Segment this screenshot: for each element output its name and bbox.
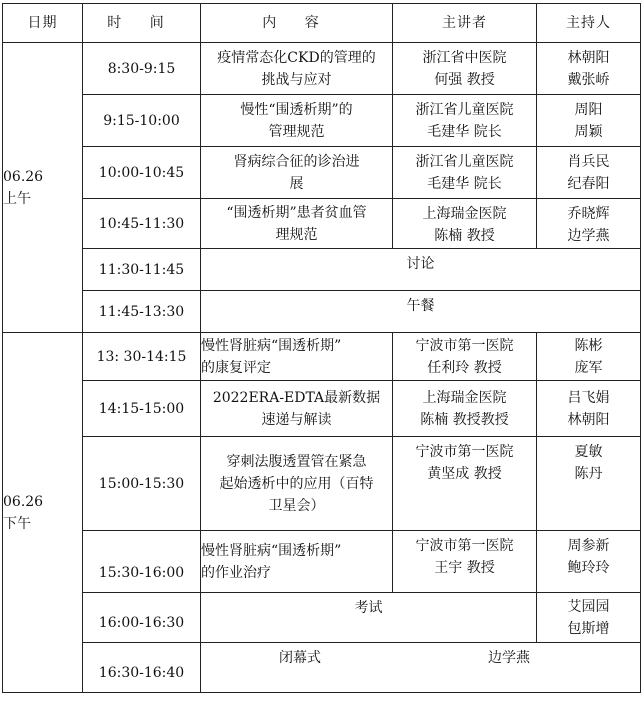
closing-row (201, 647, 640, 669)
header-row (3, 4, 641, 43)
header-speaker: 主讲者 (393, 4, 537, 43)
table-row (3, 643, 641, 693)
host-name: 吕飞娟 (567, 389, 610, 406)
speaker-org: 浙江省儿童医院 (415, 102, 514, 118)
topic-line: 卫星会） (268, 497, 325, 514)
date-period: 上午 (3, 190, 31, 207)
host-cell (537, 43, 641, 95)
date-cell-morning (3, 43, 83, 333)
topic-line: 的康复评定 (201, 359, 271, 376)
topic-line: 慢性“围透析期”的 (240, 101, 353, 118)
host-name: 庞军 (574, 359, 603, 376)
header-date: 日期 (3, 4, 83, 43)
speaker-org: 浙江省儿童医院 (415, 154, 514, 170)
host-cell (537, 381, 641, 437)
topic-line: 理规范 (275, 226, 318, 243)
topic-line: 速递与解读 (261, 411, 332, 428)
time-cell: 10:00-10:45 (83, 147, 201, 199)
topic-cell (201, 199, 393, 249)
table-row (3, 147, 641, 199)
table-row (3, 199, 641, 249)
table-row (3, 249, 641, 291)
speaker-name: 毛建华 院长 (427, 176, 502, 192)
table-row (3, 531, 641, 593)
header-content: 内 容 (201, 4, 393, 43)
time-cell: 11:30-11:45 (83, 249, 201, 291)
time-cell: 9:15-10:00 (83, 95, 201, 147)
closing-cell (201, 643, 641, 693)
time-cell: 15:00-15:30 (83, 437, 201, 531)
topic-cell (201, 381, 393, 437)
topic-line: 穿刺法腹透置管在紧急 (226, 453, 367, 470)
host-cell (537, 147, 641, 199)
date-period: 下午 (3, 515, 31, 532)
date-line: 06.26 (3, 493, 44, 510)
topic-cell (201, 531, 393, 593)
speaker-cell (393, 95, 537, 147)
table-row (3, 291, 641, 333)
topic-cell (201, 43, 393, 95)
topic-cell (201, 333, 393, 381)
topic-line: 慢性肾脏病“围透析期” (201, 337, 342, 354)
time-cell: 15:30-16:00 (83, 531, 201, 593)
closing-label: 闭幕式 (279, 650, 321, 666)
host-cell (537, 95, 641, 147)
speaker-name: 陈楠 教授教授 (420, 411, 509, 428)
topic-cell (201, 437, 393, 531)
speaker-org: 宁波市第一医院 (415, 337, 514, 354)
speaker-org: 浙江省中医院 (422, 50, 507, 66)
host-name: 戴张峤 (567, 72, 610, 88)
host-cell (537, 437, 641, 531)
speaker-org: 上海瑞金医院 (422, 206, 507, 222)
speaker-org: 上海瑞金医院 (422, 389, 507, 406)
date-line: 06.26 (3, 168, 44, 185)
time-cell: 16:00-16:30 (83, 593, 201, 643)
discussion-cell: 讨论 (201, 249, 641, 291)
table-row (3, 333, 641, 381)
host-cell (537, 333, 641, 381)
speaker-name: 任利玲 教授 (427, 359, 502, 376)
speaker-name: 何强 教授 (434, 72, 495, 88)
exam-cell: 考试 (201, 593, 537, 643)
table-row (3, 593, 641, 643)
host-cell (537, 199, 641, 249)
host-name: 周颖 (574, 124, 603, 140)
closing-host: 边学燕 (488, 650, 530, 666)
table-row (3, 437, 641, 531)
speaker-name: 陈楠 教授 (434, 228, 495, 244)
host-cell (537, 593, 641, 643)
speaker-cell (393, 199, 537, 249)
topic-line: 疫情常态化CKD的管理的 (217, 49, 376, 66)
host-name: 鲍玲玲 (567, 560, 610, 576)
header-host: 主持人 (537, 4, 641, 43)
time-cell: 16:30-16:40 (83, 643, 201, 693)
topic-cell (201, 147, 393, 199)
schedule-table (2, 3, 641, 693)
host-name: 艾园园 (567, 598, 610, 615)
host-name: 乔晓辉 (567, 206, 610, 222)
host-name: 林朝阳 (567, 50, 610, 66)
date-cell-afternoon (3, 333, 83, 693)
host-cell (537, 531, 641, 593)
speaker-org: 宁波市第一医院 (415, 444, 514, 460)
host-name: 边学燕 (567, 228, 610, 244)
host-name: 林朝阳 (567, 411, 610, 428)
speaker-cell (393, 333, 537, 381)
speaker-name: 毛建华 院长 (427, 124, 502, 140)
topic-line: 管理规范 (268, 123, 325, 140)
time-cell: 11:45-13:30 (83, 291, 201, 333)
topic-line: 展 (289, 175, 304, 192)
topic-line: 的作业治疗 (201, 564, 271, 581)
speaker-cell (393, 147, 537, 199)
table-row (3, 95, 641, 147)
table-row (3, 381, 641, 437)
speaker-cell (393, 43, 537, 95)
speaker-name: 王宇 教授 (434, 560, 495, 576)
time-cell: 13: 30-14:15 (83, 333, 201, 381)
topic-line: 挑战与应对 (261, 71, 332, 88)
table-row (3, 43, 641, 95)
host-name: 周阳 (574, 102, 603, 118)
host-name: 陈丹 (574, 466, 603, 482)
speaker-org: 宁波市第一医院 (415, 538, 514, 554)
host-name: 肖兵民 (567, 154, 610, 170)
host-name: 包斯增 (567, 620, 610, 637)
time-cell: 10:45-11:30 (83, 199, 201, 249)
host-name: 夏敏 (574, 444, 603, 460)
topic-line: 慢性肾脏病“围透析期” (201, 542, 342, 559)
speaker-cell (393, 531, 537, 593)
topic-cell (201, 95, 393, 147)
time-cell: 8:30-9:15 (83, 43, 201, 95)
host-name: 纪春阳 (567, 176, 610, 192)
speaker-cell (393, 381, 537, 437)
lunch-cell: 午餐 (201, 291, 641, 333)
host-name: 周参新 (567, 538, 610, 554)
speaker-cell (393, 437, 537, 531)
topic-line: 肾病综合征的诊治进 (233, 153, 360, 170)
topic-line: “围透析期”患者贫血管 (226, 204, 367, 221)
time-cell: 14:15-15:00 (83, 381, 201, 437)
header-time: 时 间 (83, 4, 201, 43)
topic-line: 2022ERA-EDTA最新数据 (212, 389, 381, 406)
host-name: 陈彬 (574, 337, 603, 354)
speaker-name: 黄坚成 教授 (427, 466, 502, 482)
topic-line: 起始透析中的应用（百特 (219, 475, 374, 492)
